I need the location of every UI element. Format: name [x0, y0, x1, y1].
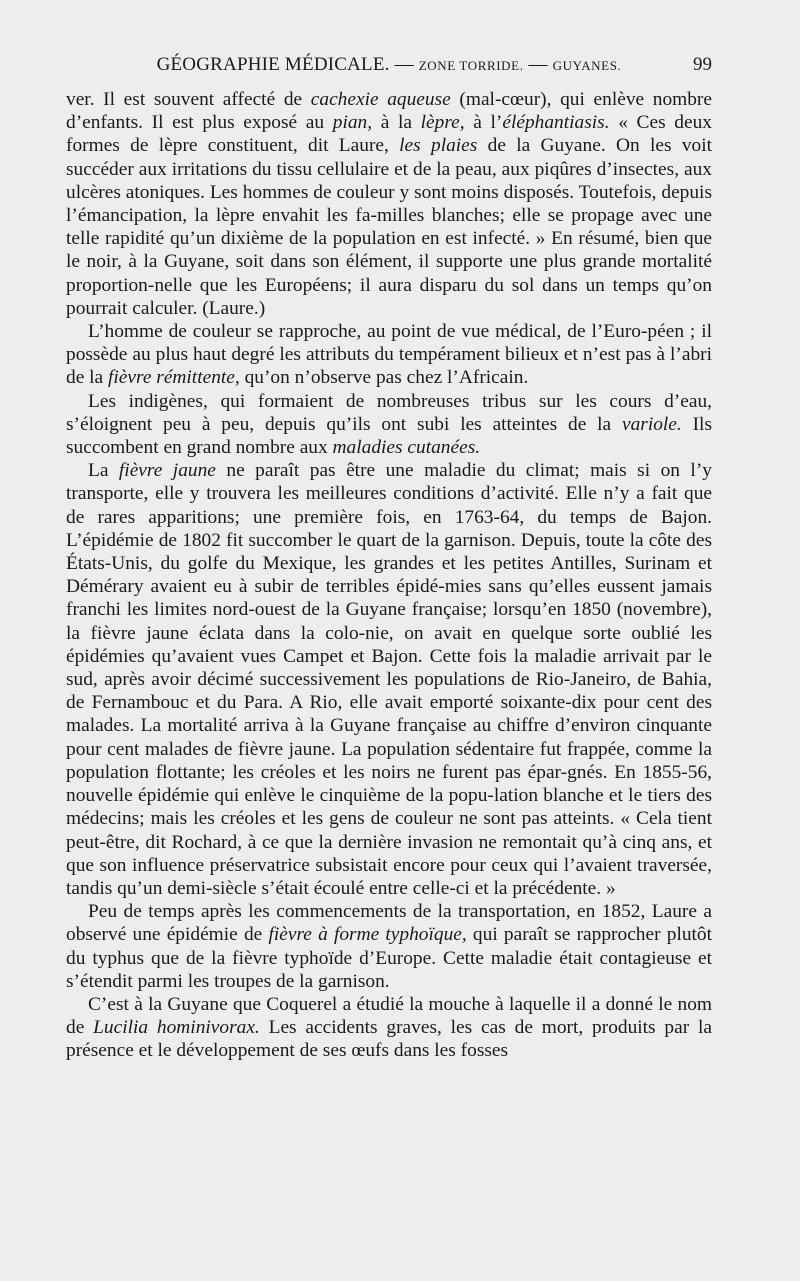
italic-term: fièvre à forme typhoïque,	[268, 924, 467, 946]
italic-term: pian,	[332, 112, 373, 134]
text-run: Peu de temps après les commencements de la transportation, en 1852, Laure a observé une épidémie de	[66, 901, 712, 946]
header-title-main: GÉOGRAPHIE MÉDICALE.	[156, 54, 390, 75]
header-dash: —	[523, 54, 553, 75]
text-run: de la Guyane. On les voit succéder aux irritations du tissu cellulaire et de la peau, aux piqûres d’insectes, aux ulcères atoniques. Les hommes de couleur y sont moins disposés. Toutefois, depuis l’émancipation, la lèpre envahit les fa-milles blanches; elle se propage avec une telle rapidité qu’un dixième de la population en est infecté. » En résumé, bien que le noir, à la Guyane, soit dans son élément, il supporte une plus grande mortalité proportion-nelle que les Européens; il aura disparu du sol dans un temps qu’on pourrait calculer. (Laure.)	[66, 135, 712, 319]
text-run: qu’on n’observe pas chez l’Africain.	[239, 367, 529, 389]
paragraph	[66, 390, 712, 460]
text-run: à l’	[464, 112, 503, 134]
paragraph	[66, 88, 712, 320]
running-header	[66, 54, 712, 82]
text-run: Ils succombent en grand nombre aux	[66, 413, 712, 459]
text-run: La	[88, 460, 119, 482]
text-run: ne paraît pas être une maladie du climat; mais si on l’y transporte, elle y trouvera les meilleures conditions d’activité. Elle n’y a fait que de rares apparitions; une première fois, en 1763-64, du temps de Bajon. L’épidémie de 1802 fit succomber le quart de la garnison. Depuis, toute la côte des États-Unis, du golfe du Mexique, les grandes et les petites Antilles, Surinam et Démérary avaient eu à subir de terribles épidé-mies sans qu’elles eussent jamais franchi les limites nord-ouest de la Guyane française; lorsqu’en 1850 (novembre), la fièvre jaune éclata dans la colo-nie, on avait en quelque sorte oublié les épidémies qu’avaient vues Campet et Bajon. Cette fois la maladie arrivait par le sud, après avoir décimé successivement les populations de Rio-Janeiro, de Bahia, de Fernambouc et du Para. A Rio, elle avait emporté soixante-dix pour cent des malades. La mortalité arriva à la Guyane française au chiffre d’environ cinquante pour cent malades de fièvre jaune. La population sédentaire fut frappée, comme la population flottante; les créoles et les noirs ne furent pas épar-gnés. En 1855-56, nouvelle épidémie qui enlève le cinquième de la popu-lation blanche et le tiers des médecins; mais les créoles et les gens de couleur ne sont pas atteints. « Cela tient peut-être, dit Rochard, à ce que la dernière invasion ne remontait qu’à cinq ans, et que son influence préservatrice subsistait encore pour ceux qui l’avaient traversée, tandis qu’un demi-siècle s’était écoulé entre celle-ci et la précédente. »	[66, 460, 712, 899]
text-run: C’est à la Guyane que Coquerel a étudié la mouche à laquelle il a donné le nom de	[66, 993, 712, 1039]
text-run: Les accidents graves, les cas de mort, produits par la présence et le développement de ses œufs dans les fosses	[66, 1017, 713, 1062]
italic-term: fièvre jaune	[118, 460, 216, 482]
text-run: à la	[372, 112, 421, 134]
text-run: (mal-cœur), qui enlève nombre d’enfants. Il est plus exposé au	[66, 89, 712, 134]
italic-term: Lucilia hominivorax.	[93, 1017, 260, 1039]
body-text	[66, 88, 712, 1063]
text-run: ver. Il est souvent affecté de	[66, 89, 311, 110]
italic-term: variole.	[621, 413, 682, 435]
italic-term: lèpre,	[420, 112, 465, 134]
paragraph	[66, 900, 712, 993]
text-run: L’homme de couleur se rapproche, au point de vue médical, de l’Euro-péen ; il possède au plus haut degré les attributs du tempérament bilieux et n’est pas à l’abri de la	[66, 321, 712, 389]
text-run: Les indigènes, qui formaient de nombreuses tribus sur les cours d’eau, s’éloignent peu à peu, depuis qu’ils ont subi les atteintes de la	[66, 390, 712, 435]
header-dash: —	[389, 54, 419, 75]
text-run: « Ces deux formes de lèpre constituent, dit Laure,	[66, 112, 712, 157]
page-number: 99	[693, 54, 712, 75]
italic-term: éléphantiasis.	[502, 112, 610, 134]
header-subtitle-zone: ZONE TORRIDE.	[418, 58, 524, 73]
text-run: qui paraît se rapprocher plutôt du typhus que de la fièvre typhoïde d’Europe. Cette maladie était contagieuse et s’étendit parmi les troupes de la garnison.	[66, 924, 713, 992]
italic-term: les plaies	[399, 135, 478, 157]
italic-term: cachexie aqueuse	[310, 89, 451, 110]
header-subtitle-region: GUYANES.	[552, 58, 622, 73]
paragraph	[66, 993, 712, 1063]
italic-term: fièvre rémittente,	[108, 367, 240, 389]
paragraph	[66, 320, 712, 390]
running-title	[66, 54, 712, 76]
italic-term: maladies cutanées.	[332, 437, 481, 459]
paragraph	[66, 459, 712, 900]
